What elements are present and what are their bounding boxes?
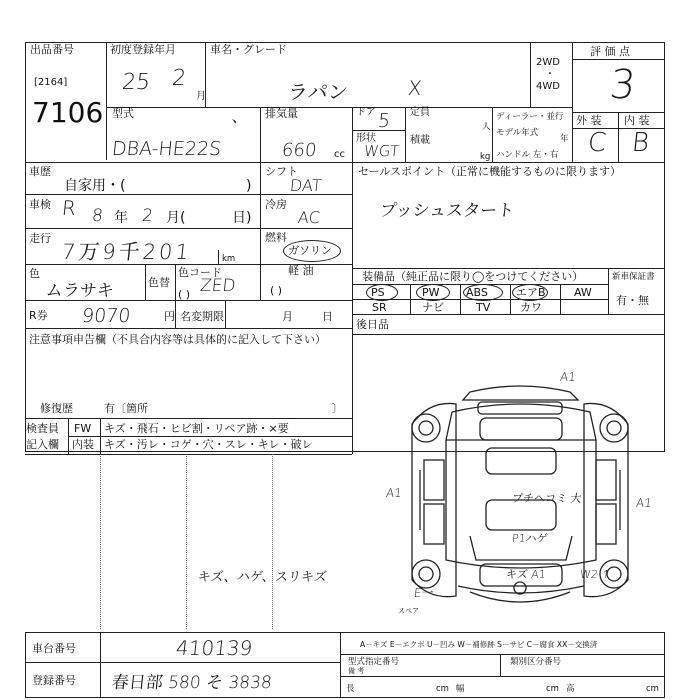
chassis-label: 車台番号 <box>32 642 76 655</box>
interior-tag: 内装 <box>72 438 94 451</box>
interior-value: B <box>630 128 651 158</box>
shape-label: 形状 <box>356 133 376 144</box>
kg-unit: kg <box>480 152 491 162</box>
interior-label: 内 装 <box>624 114 650 127</box>
dealer-label: ディーラー・並行 <box>496 112 564 122</box>
type-label: 型式 <box>112 107 134 120</box>
fw-tag: FW <box>74 422 92 435</box>
first-reg-month: 2 <box>170 66 188 91</box>
fuel-gas: ガソリン <box>288 244 332 257</box>
month-unit: 月 <box>196 91 206 102</box>
width-label: 幅 <box>456 684 465 694</box>
notes-handwritten: キズ、ハゲ、スリキズ <box>197 570 328 585</box>
legend-text: A－キズ E－エクボ U－凹み W－補修跡 S－サビ C－腐食 XX－交換済 <box>360 640 598 649</box>
name-change-day: 日 <box>322 310 333 323</box>
ac-value: AC <box>297 208 321 227</box>
inspection-label: 車検 <box>29 198 51 211</box>
color-bracket: ( ) <box>178 288 191 301</box>
cc-unit: cc <box>334 149 345 160</box>
inspection-day: 日) <box>232 210 252 226</box>
lot-number: 7106 <box>32 96 104 129</box>
year-unit: 年 <box>560 134 569 144</box>
model-name: ラパン <box>286 80 350 104</box>
mark-scratch-a1: キズ A1 <box>505 568 547 581</box>
fuel-bracket: ( ) <box>270 284 283 297</box>
lot-label: 出品番号 <box>30 43 74 56</box>
class-no-label: 類別区分番号 <box>510 657 562 667</box>
shape-value: WGT <box>363 142 401 160</box>
length-label: 長 <box>346 684 355 694</box>
equip-navi: ナビ <box>422 301 444 314</box>
lot-small: [2164] <box>34 77 68 88</box>
drive-4wd: 4WD <box>536 81 560 92</box>
color-no-label: 色替 <box>148 276 170 289</box>
height-label: 高 <box>566 684 575 694</box>
grade: X <box>406 76 423 100</box>
fuel-diesel: 軽 油 <box>288 264 314 277</box>
cm-unit-3: cm <box>646 684 659 694</box>
recycle-value: 9070 <box>80 305 132 327</box>
registration-label: 登録番号 <box>32 674 76 687</box>
equip-aw: AW <box>574 286 592 299</box>
first-reg-year: 25 <box>120 70 152 95</box>
warranty-label: 新車保証書 <box>612 272 655 282</box>
history-label: 車歴 <box>29 165 51 178</box>
name-change-label: 名変期限 <box>180 310 224 323</box>
name-change-month: 月 <box>282 310 293 323</box>
equip-pw: PW <box>422 286 440 299</box>
load-label: 積載 <box>410 135 430 146</box>
color-label: 色 <box>29 267 40 280</box>
sales-value: プッシュスタート <box>378 201 516 221</box>
color-code-label: 色コード <box>178 266 222 279</box>
shift-value: DAT <box>289 176 323 195</box>
sales-label: セールスポイント（正常に機能するものに限ります） <box>358 165 622 178</box>
note-label: 備 考 <box>348 667 365 675</box>
equip-tv: TV <box>476 301 491 314</box>
equip-airbag: エアB <box>516 286 546 299</box>
mark-a1-left: A1 <box>385 486 403 500</box>
entry-label: 記入欄 <box>26 438 59 451</box>
first-reg-label: 初度登録年月 <box>110 43 176 56</box>
mark-p1-hage: P1ハゲ <box>511 532 549 545</box>
type-value: DBA-HE22S <box>110 138 223 160</box>
mark-dent-large: プチヘコミ 大 <box>511 492 583 505</box>
km-unit: km <box>222 254 236 264</box>
handle-label: ハンドル 左・右 <box>496 150 559 160</box>
history-value: 自家用・( <box>64 178 126 194</box>
color-value: ムラサキ <box>44 281 115 301</box>
fuel-label: 燃料 <box>265 231 287 244</box>
mark-a1-front: A1 <box>559 370 577 384</box>
mark-e: E一 <box>413 586 435 600</box>
delivery-label: 後日品 <box>356 318 389 331</box>
cm-unit-1: cm <box>436 684 449 694</box>
drive-2wd: 2WD <box>536 57 560 68</box>
warranty-value: 有・無 <box>616 294 649 307</box>
history-close: ) <box>246 178 252 194</box>
equipment-label: 装備品（純正品に限り◯をつけてください） <box>362 270 584 283</box>
color-code-value: ZED <box>198 276 237 296</box>
mileage-label: 走行 <box>29 232 51 245</box>
displacement-value: 660 <box>280 140 318 161</box>
repair-label: 修復歴 <box>40 402 73 415</box>
door-value: 5 <box>376 110 392 132</box>
drive-dot: ・ <box>545 69 555 80</box>
exterior-label: 外 装 <box>576 114 602 127</box>
mileage-value: 7万9千201 <box>60 240 193 264</box>
yen-unit: 円 <box>164 310 175 323</box>
displacement-label: 排気量 <box>265 107 298 120</box>
mark-w2: W2 ↑ <box>579 568 612 581</box>
repair-close: 〕 <box>332 402 343 415</box>
door-label: ドア <box>356 107 376 118</box>
recycle-label: R券 <box>29 309 48 322</box>
repair-value: 有〔箇所 <box>104 402 148 415</box>
inspection-month: 2 <box>140 206 154 226</box>
cm-unit-2: cm <box>546 684 559 694</box>
capacity-unit: 人 <box>482 122 491 132</box>
inspection-year: 8 <box>90 206 104 226</box>
notes-label: 注意事項申告欄（不具合内容等は具体的に記入して下さい） <box>29 333 326 346</box>
capacity-label: 定員 <box>410 107 430 118</box>
model-label: 車名・グレード <box>210 43 287 56</box>
exterior-value: C <box>586 128 608 158</box>
interior-line: キズ・汚レ・コゲ・穴・スレ・キレ・破レ <box>104 438 313 451</box>
type-cert-label: 型式指定番号 <box>348 657 400 667</box>
mark-a1-right: A1 <box>635 496 653 510</box>
fw-line: キズ・飛石・ヒビ割・リペア跡・×要 <box>104 422 289 435</box>
rating-label: 評 価 点 <box>590 45 630 58</box>
model-year-label: モデル年式 <box>496 128 539 138</box>
type-tick: 、 <box>230 107 249 126</box>
shift-label: シフト <box>265 165 298 178</box>
equip-sr: SR <box>372 301 387 314</box>
inspection-year-unit: 年 <box>114 210 128 226</box>
mirror-label: スペア <box>398 607 419 615</box>
equip-abs: ABS <box>466 286 488 299</box>
inspector-label: 検査員 <box>26 422 59 435</box>
ac-label: 冷房 <box>265 198 287 211</box>
inspection-month-unit: 月( <box>166 210 186 226</box>
inspection-era: R <box>60 196 78 220</box>
equip-leather: カワ <box>520 301 542 314</box>
rating-value: 3 <box>607 62 638 108</box>
chassis-value: 410139 <box>174 636 254 660</box>
registration-value: 春日部 580 そ 3838 <box>110 673 273 693</box>
equip-ps: PS <box>371 286 385 299</box>
